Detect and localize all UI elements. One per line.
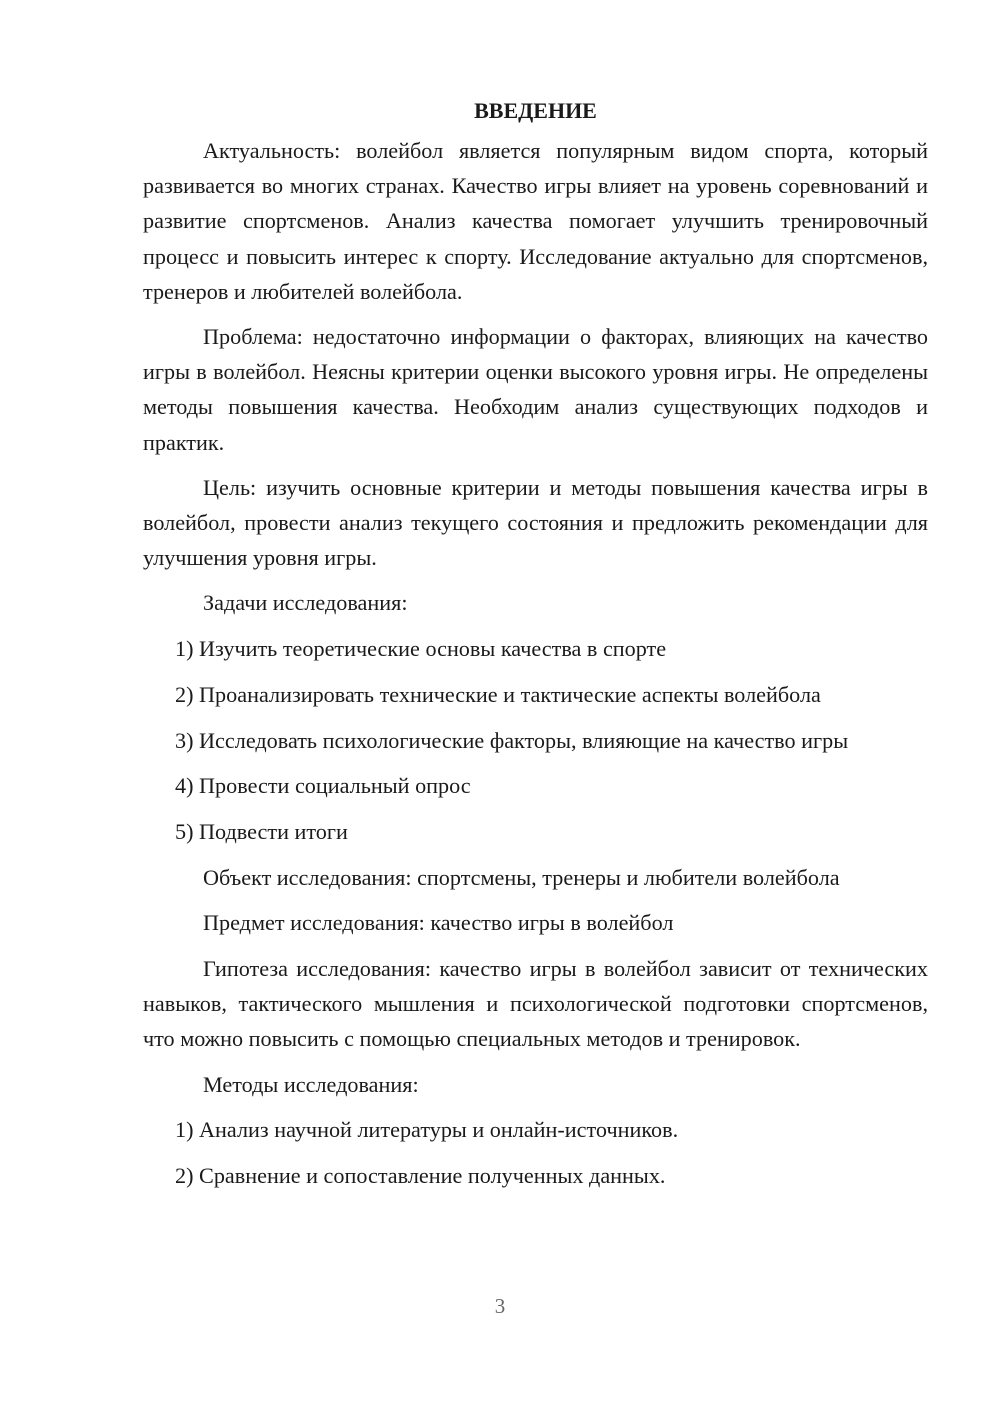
task-item: 1) Изучить теоретические основы качества в спорте [175,636,667,662]
relevance-paragraph: Актуальность: волейбол является популярным видом спорта, который развивается во многих странах. Качество игры влияет на уровень соревнований и развитие спортсменов. Анализ качества помогает улучшить тренировочный процесс и повысить интерес к спорту. Исследование актуально для спортсменов, тренеров и любителей волейбола. [143,138,928,304]
tasks-title: Задачи исследования: [203,590,408,616]
task-item: 4) Провести социальный опрос [175,773,471,799]
task-item: 2) Проанализировать технические и тактические аспекты волейбола [175,681,821,707]
problem-paragraph: Проблема: недостаточно информации о факторах, влияющих на качество игры в волейбол. Неясны критерии оценки высокого уровня игры. Не определены методы повышения качества. Необходим анализ существующих подходов и практик. [143,324,928,455]
page-content [143,95,928,1204]
methods-title: Методы исследования: [203,1071,419,1097]
subject-line: Предмет исследования: качество игры в волейбол [203,910,674,936]
page-number: 3 [494,1294,506,1318]
task-item: 3) Исследовать психологические факторы, влияющие на качество игры [175,727,849,753]
object-line: Объект исследования: спортсмены, тренеры и любители волейбола [203,864,840,890]
method-item: 2) Сравнение и сопоставление полученных данных. [175,1163,666,1189]
method-item: 1) Анализ научной литературы и онлайн-источников. [175,1117,679,1143]
goal-paragraph: Цель: изучить основные критерии и методы повышения качества игры в волейбол, провести анализ текущего состояния и предложить рекомендации для улучшения уровня игры. [143,474,928,571]
section-heading: ВВЕДЕНИЕ [474,98,597,123]
task-item: 5) Подвести итоги [175,818,348,844]
hypothesis-paragraph: Гипотеза исследования: качество игры в волейбол зависит от технических навыков, тактического мышления и психологической подготовки спортсменов, что можно повысить с помощью специальных методов и тренировок. [143,956,928,1052]
